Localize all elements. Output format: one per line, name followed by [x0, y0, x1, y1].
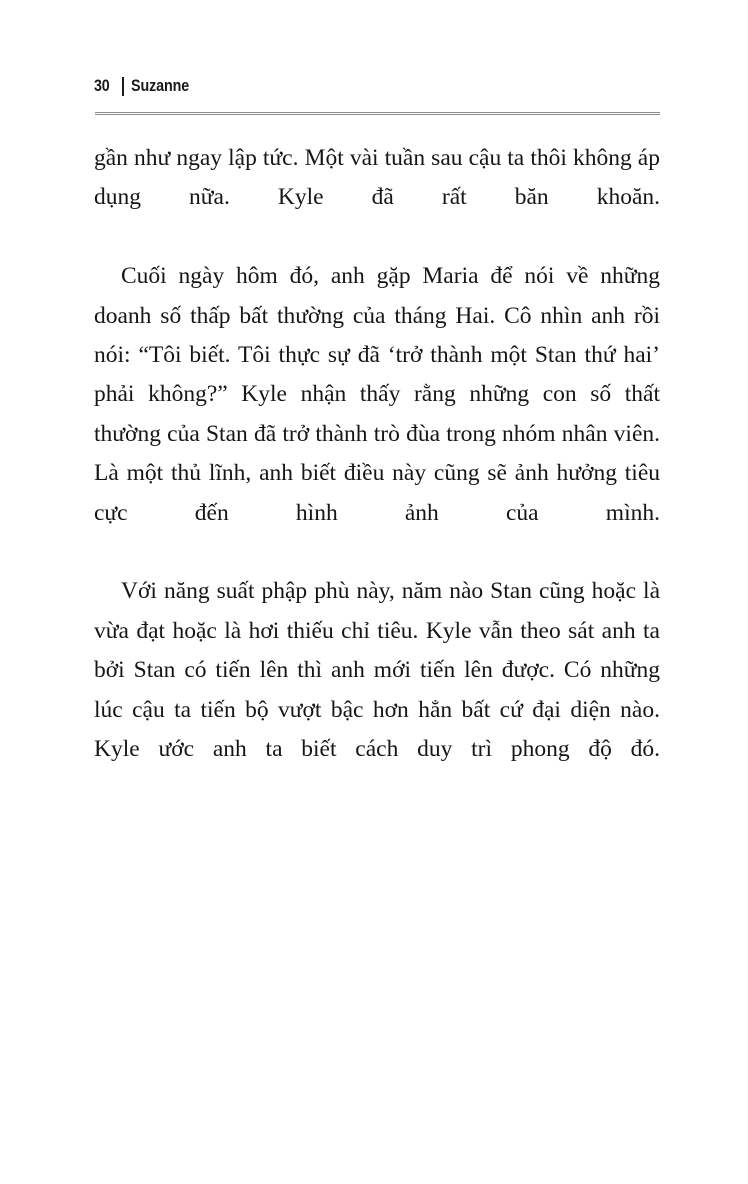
header-divider [95, 112, 660, 115]
body-text [94, 139, 660, 809]
book-title: Suzanne [130, 76, 189, 95]
running-head-separator-icon [122, 77, 124, 96]
paragraph: Với năng suất phập phù này, năm nào Stan cũng hoặc là vừa đạt hoặc là hơi thiếu chỉ tiêu. Kyle vẫn theo sát anh ta bởi Stan có tiến lên thì anh mới tiến lên được. Có những lúc cậu ta tiến bộ vượt bậc hơn hẳn bất cứ đại diện nào. Kyle ước anh ta biết cách duy trì phong độ đó. [94, 578, 660, 763]
header-divider-line-bottom [95, 114, 660, 115]
header-divider-line-top [95, 112, 660, 113]
paragraph-continuation: gần như ngay lập tức. Một vài tuần sau cậu ta thôi không áp dụng nữa. Kyle đã rất băn khoăn. [94, 145, 660, 211]
page-number: 30 [94, 76, 110, 95]
running-head [94, 74, 200, 98]
paragraph: Cuối ngày hôm đó, anh gặp Maria để nói về những doanh số thấp bất thường của tháng Hai. Cô nhìn anh rồi nói: “Tôi biết. Tôi thực sự đã ‘trở thành một Stan thứ hai’ phải không?” Kyle nhận thấy rằng những con số thất thường của Stan đã trở thành trò đùa trong nhóm nhân viên. Là một thủ lĩnh, anh biết điều này cũng sẽ ảnh hưởng tiêu cực đến hình ảnh của mình. [94, 263, 660, 526]
